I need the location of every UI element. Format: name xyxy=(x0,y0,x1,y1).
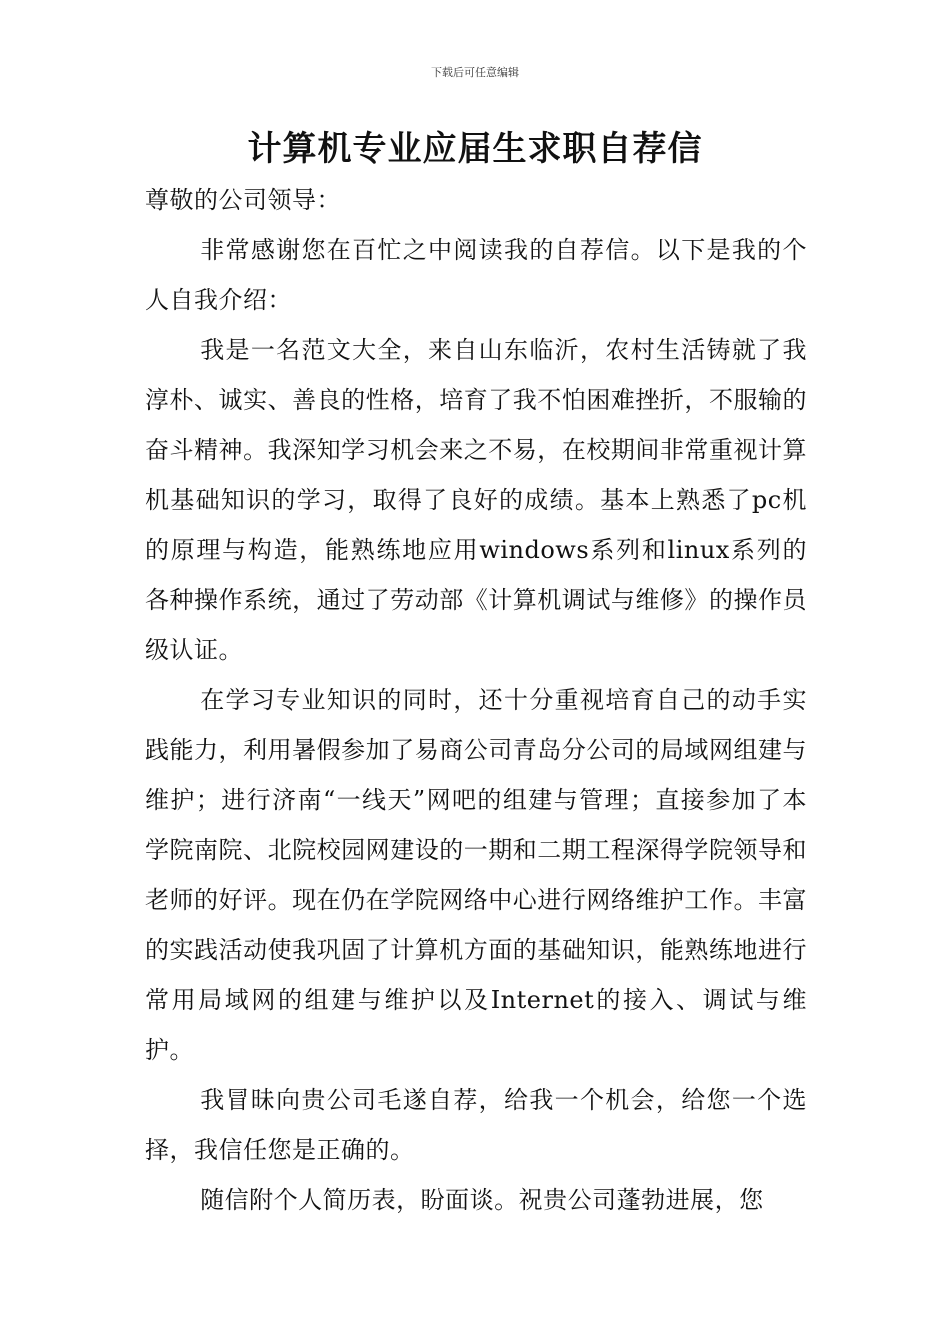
paragraph-closing: 随信附个人简历表，盼面谈。祝贵公司蓬勃进展，您 xyxy=(200,1186,764,1214)
paragraph-practice: 在学习专业知识的同时，还十分重视培育自己的动手实践能力，利用暑假参加了易商公司青岛分公司的局域网组建与维护；进行济南“一线天”网吧的组建与管理；直接参加了本学院南院、北院校园网建设的一期和二期工程深得学院领导和老师的好评。现在仍在学院网络中心进行网络维护工作。丰富的实践活动使我巩固了计算机方面的基础知识，能熟练地进行常用局域网的组建与维护以及Internet的接入、调试与维护。 xyxy=(145,686,807,1064)
paragraph-background: 我是一名范文大全，来自山东临沂，农村生活铸就了我淳朴、诚实、善良的性格，培育了我不怕困难挫折，不服输的奋斗精神。我深知学习机会来之不易，在校期间非常重视计算机基础知识的学习，取得了良好的成绩。基本上熟悉了pc机的原理与构造，能熟练地应用windows系列和linux系列的各种操作系统，通过了劳动部《计算机调试与维修》的操作员级认证。 xyxy=(145,336,807,664)
paragraph-intro: 非常感谢您在百忙之中阅读我的自荐信。以下是我的个人自我介绍： xyxy=(145,236,807,314)
salutation: 尊敬的公司领导： xyxy=(145,186,341,214)
paragraph-recommendation: 我冒昧向贵公司毛遂自荐，给我一个机会，给您一个选择，我信任您是正确的。 xyxy=(145,1086,807,1164)
header-note: 下载后可任意编辑 xyxy=(431,66,519,79)
letter-body xyxy=(145,175,807,1225)
letter-title: 计算机专业应届生求职自荐信 xyxy=(247,129,703,169)
